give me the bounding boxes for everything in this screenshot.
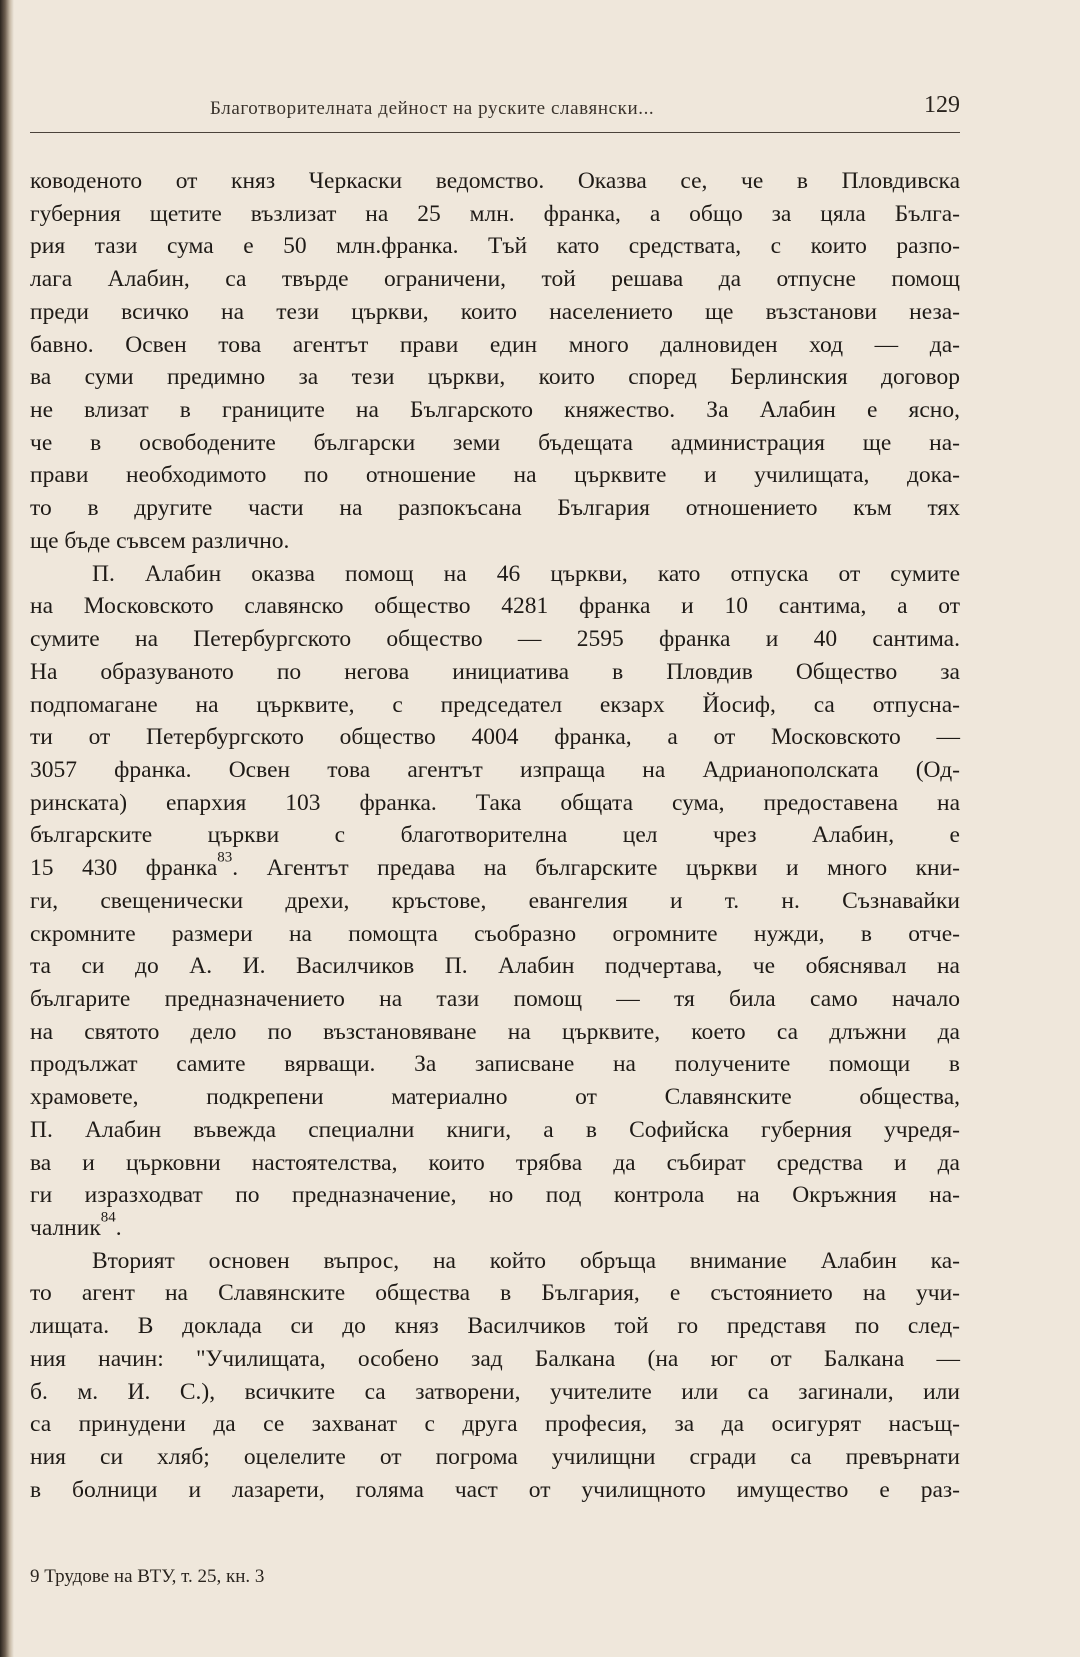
text-line: ги изразходват по предназначение, но под контрола на Окръжния на- — [30, 1182, 960, 1209]
running-head — [30, 92, 960, 128]
text-line: в болници и лазарети, голяма част от училищното имущество е раз- — [30, 1476, 960, 1503]
text-line: ринската) епархия 103 франка. Така общата сума, предоставена на — [30, 789, 960, 816]
text-line-with-footnote — [30, 849, 960, 885]
line-text-rest: . — [115, 1215, 122, 1241]
page-number: 129 — [924, 92, 960, 118]
page-footer: 9 Трудове на ВТУ, т. 25, кн. 3 — [30, 1566, 265, 1587]
text-line: преди всичко на тези църкви, които населението ще възстанови неза- — [30, 298, 960, 325]
text-line: че в освободените български земи бъдещата администрация ще на- — [30, 429, 960, 456]
text-line: храмовете, подкрепени материално от Славянските общества, — [30, 1084, 960, 1111]
text-line-with-footnote — [30, 1209, 960, 1245]
footnote-ref-83: 83 — [217, 849, 233, 866]
text-line: На образуваното по негова инициатива в Пловдив Общество за — [30, 658, 960, 685]
text-line: то в другите части на разпокъсана България отношението към тях — [30, 495, 960, 522]
text-line: рия тази сума е 50 млн.франка. Тъй като средствата, с които разпо- — [30, 233, 960, 260]
line-text-rest: . Агентът предава на българските църкви и много кни- — [232, 855, 960, 882]
text-line: на Московското славянско общество 4281 франка и 10 сантима, а от — [30, 593, 960, 620]
line-text: 15 430 франка — [30, 855, 218, 882]
text-line: ководеното от княз Черкаски ведомство. Оказва се, че в Пловдивска — [30, 168, 960, 194]
text-line: ния начин: "Училищата, особено зад Балкана (на юг от Балкана — — [30, 1345, 960, 1372]
text-line: на святото дело по възстановяване на църквите, което са длъжни да — [30, 1018, 960, 1045]
line-text: чалник — [30, 1215, 101, 1241]
paragraph-first-line: Вторият основен въпрос, на който обръща внимание Алабин ка- — [92, 1247, 960, 1274]
text-line: лага Алабин, са твърде ограничени, той решава да отпусне помощ — [30, 266, 960, 293]
footnote-ref-84: 84 — [100, 1209, 116, 1226]
text-line: та си до А. И. Василчиков П. Алабин подчертава, че обяснявал на — [30, 953, 960, 980]
paragraph-last-line: ще бъде съвсем различно. — [30, 527, 290, 554]
text-line: сумите на Петербургското общество — 2595 франка и 40 сантима. — [30, 626, 960, 653]
spine-shadow — [0, 0, 14, 1657]
text-line: не влизат в границите на Българското княжество. За Алабин е ясно, — [30, 397, 960, 424]
text-line: губерния щетите възлизат на 25 млн. франка, а общо за цяла Бълга- — [30, 200, 960, 227]
text-line: българските църкви с благотворителна цел чрез Алабин, е — [30, 822, 960, 849]
text-line: то агент на Славянските общества в България, е състоянието на учи- — [30, 1280, 960, 1307]
body-text — [30, 165, 960, 1506]
running-title: Благотворителната дейност на руските славянски... — [210, 98, 655, 119]
text-line: подпомагане на църквите, с председател екзарх Йосиф, са отпусна- — [30, 691, 960, 718]
text-line: продължат самите вярващи. За записване на получените помощи в — [30, 1051, 960, 1078]
text-line: са принудени да се захванат с друга професия, за да осигурят насъщ- — [30, 1411, 960, 1438]
text-line: ва суми предимно за тези църкви, които според Берлинския договор — [30, 364, 960, 391]
text-line: 3057 франка. Освен това агентът изпраща на Адрианополската (Од- — [30, 756, 960, 783]
header-rule — [30, 132, 960, 133]
text-line: П. Алабин въвежда специални книги, а в Софийска губерния учредя- — [30, 1116, 960, 1143]
text-line: бавно. Освен това агентът прави един много далновиден ход — да- — [30, 331, 960, 358]
text-line: прави необходимото по отношение на църквите и училищата, дока- — [30, 462, 960, 489]
text-line: б. м. И. С.), всичките са затворени, учителите или са загинали, или — [30, 1378, 960, 1405]
text-line: ния си хляб; оцелелите от погрома училищни сгради са превърнати — [30, 1444, 960, 1471]
paragraph-first-line: П. Алабин оказва помощ на 46 църкви, като отпуска от сумите — [92, 560, 960, 587]
text-line: ги, свещенически дрехи, кръстове, евангелия и т. н. Съзнавайки — [30, 887, 960, 914]
text-line: ти от Петербургското общество 4004 франка, а от Московското — — [30, 724, 960, 751]
text-line: ва и църковни настоятелства, които трябва да събират средства и да — [30, 1149, 960, 1176]
text-line: лищата. В доклада си до княз Василчиков той го представя по след- — [30, 1313, 960, 1340]
text-line: скромните размери на помощта съобразно огромните нужди, в отче- — [30, 920, 960, 947]
text-line: българите предназначението на тази помощ — тя била само начало — [30, 985, 960, 1012]
